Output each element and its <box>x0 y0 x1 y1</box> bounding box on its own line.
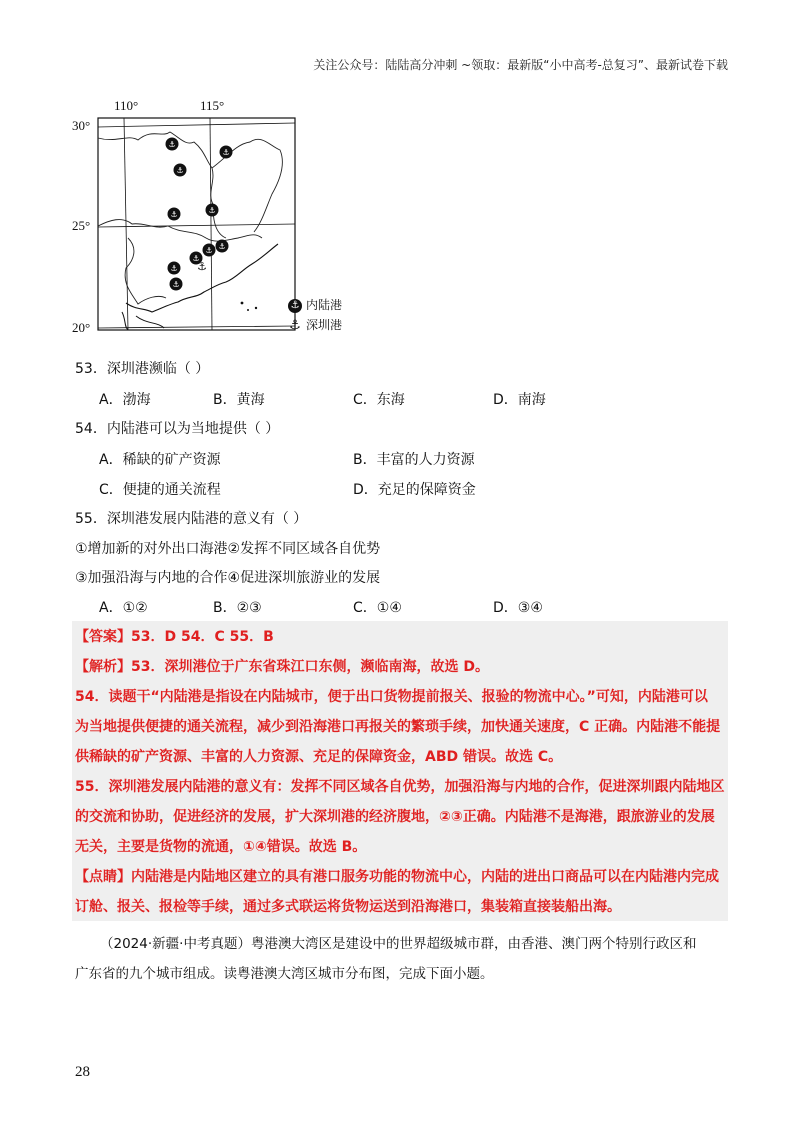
boundary-4 <box>125 238 166 304</box>
legend-label-inland-port: 内陆港 <box>306 298 343 312</box>
q54-option-b[interactable]: B．丰富的人力资源 <box>353 452 475 468</box>
island-3 <box>247 309 249 311</box>
legend-label-shenzhen-port: 深圳港 <box>306 318 343 332</box>
lat-label-25: 25° <box>72 218 91 233</box>
svg-text:⚓: ⚓ <box>170 210 178 219</box>
inland-port-icon: ⚓ <box>288 299 302 313</box>
island-2 <box>255 307 257 309</box>
next-intro-line-2: 广东省的九个城市组成。读粤港澳大湾区城市分布图，完成下面小题。 <box>75 966 494 982</box>
analysis-line-1: 【解析】53．深圳港位于广东省珠江口东侧，濒临南海，故选 D。 <box>75 659 489 675</box>
boundary-3 <box>98 220 262 242</box>
comment-line-1: 【点睛】内陆港是内陆地区建立的具有港口服务功能的物流中心，内陆的进出口商品可以在内陆港内完成 <box>75 869 719 885</box>
boundary-1 <box>98 132 226 238</box>
parallel-30 <box>98 123 295 127</box>
svg-text:⚓: ⚓ <box>168 140 176 149</box>
analysis-line-2: 54．读题干“内陆港是指设在内陆城市，便于出口货物提前报关、报验的物流中心。”可知，内陆港可以 <box>75 689 708 705</box>
q54-option-d[interactable]: D．充足的保障资金 <box>353 482 476 498</box>
svg-text:⚓: ⚓ <box>218 242 226 251</box>
question-54-stem: 54．内陆港可以为当地提供（ ） <box>75 421 280 437</box>
q53-option-c[interactable]: C．东海 <box>353 392 405 408</box>
question-55-statements-1: ①增加新的对外出口海港②发挥不同区域各自优势 <box>75 541 381 557</box>
shenzhen-port-marker: ⚓ <box>197 260 207 273</box>
q55-option-d[interactable]: D．③④ <box>493 600 543 616</box>
port-map-figure <box>66 98 366 338</box>
page-number: 28 <box>75 1064 90 1080</box>
svg-text:⚓: ⚓ <box>222 148 230 157</box>
svg-text:⚓: ⚓ <box>208 206 216 215</box>
q55-option-a[interactable]: A．①② <box>99 600 148 616</box>
next-intro-line-1: （2024·新疆·中考真题）粤港澳大湾区是建设中的世界超级城市群，由香港、澳门两个特别行政区和 <box>100 936 697 952</box>
leizhou-coast <box>122 312 128 330</box>
coastline <box>126 244 278 312</box>
comment-line-2: 订舱、报关、报检等手续，通过多式联运将货物运送到沿海港口，集装箱直接装船出海。 <box>75 899 621 915</box>
q53-option-d[interactable]: D．南海 <box>493 392 546 408</box>
q54-option-c[interactable]: C．便捷的通关流程 <box>99 482 221 498</box>
answer-key: 【答案】53．D 54．C 55．B <box>75 629 274 645</box>
question-55-statements-2: ③加强沿海与内地的合作④促进深圳旅游业的发展 <box>75 570 381 586</box>
analysis-line-6: 的交流和协助，促进经济的发展，扩大深圳港的经济腹地，②③正确。内陆港不是海港，跟旅游业的发展 <box>75 809 715 825</box>
svg-text:⚓: ⚓ <box>172 280 180 289</box>
lat-label-30: 30° <box>72 118 91 133</box>
svg-text:⚓: ⚓ <box>205 246 213 255</box>
question-53-stem: 53．深圳港濒临（ ） <box>75 361 210 377</box>
question-55-stem: 55．深圳港发展内陆港的意义有（ ） <box>75 511 308 527</box>
parallel-25 <box>98 224 295 227</box>
shenzhen-port-icon: ⚓ <box>289 318 301 333</box>
analysis-line-5: 55．深圳港发展内陆港的意义有：发挥不同区域各自优势，加强沿海与内地的合作，促进深圳跟内陆地区 <box>75 779 725 795</box>
q54-option-a[interactable]: A．稀缺的矿产资源 <box>99 452 221 468</box>
analysis-line-7: 无关，主要是货物的流通，①④错误。故选 B。 <box>75 839 367 855</box>
svg-text:⚓: ⚓ <box>170 264 178 273</box>
legend-inland-port <box>288 296 342 313</box>
q53-option-b[interactable]: B．黄海 <box>213 392 265 408</box>
svg-text:⚓: ⚓ <box>192 254 200 263</box>
page-header: 关注公众号：陆陆高分冲刺 ~领取：最新版“小中高考-总复习”、最新试卷下载 <box>313 58 728 72</box>
analysis-line-3: 为当地提供便捷的通关流程，减少到沿海港口再报关的繁琐手续，加快通关速度，C 正确。内陆港不能提 <box>75 719 721 735</box>
island-1 <box>241 302 244 305</box>
lon-label-110: 110° <box>114 98 139 113</box>
legend-shenzhen-port <box>288 316 342 333</box>
meridian-115 <box>210 118 212 330</box>
hainan-coast <box>136 316 164 328</box>
q53-option-a[interactable]: A．渤海 <box>99 392 151 408</box>
q55-option-c[interactable]: C．①④ <box>353 600 402 616</box>
lat-label-20: 20° <box>72 320 91 335</box>
svg-text:⚓: ⚓ <box>176 166 184 175</box>
analysis-line-4: 供稀缺的矿产资源、丰富的人力资源、充足的保障资金，ABD 错误。故选 C。 <box>75 749 563 765</box>
q55-option-b[interactable]: B．②③ <box>213 600 262 616</box>
meridian-110 <box>124 118 128 330</box>
lon-label-115: 115° <box>200 98 225 113</box>
